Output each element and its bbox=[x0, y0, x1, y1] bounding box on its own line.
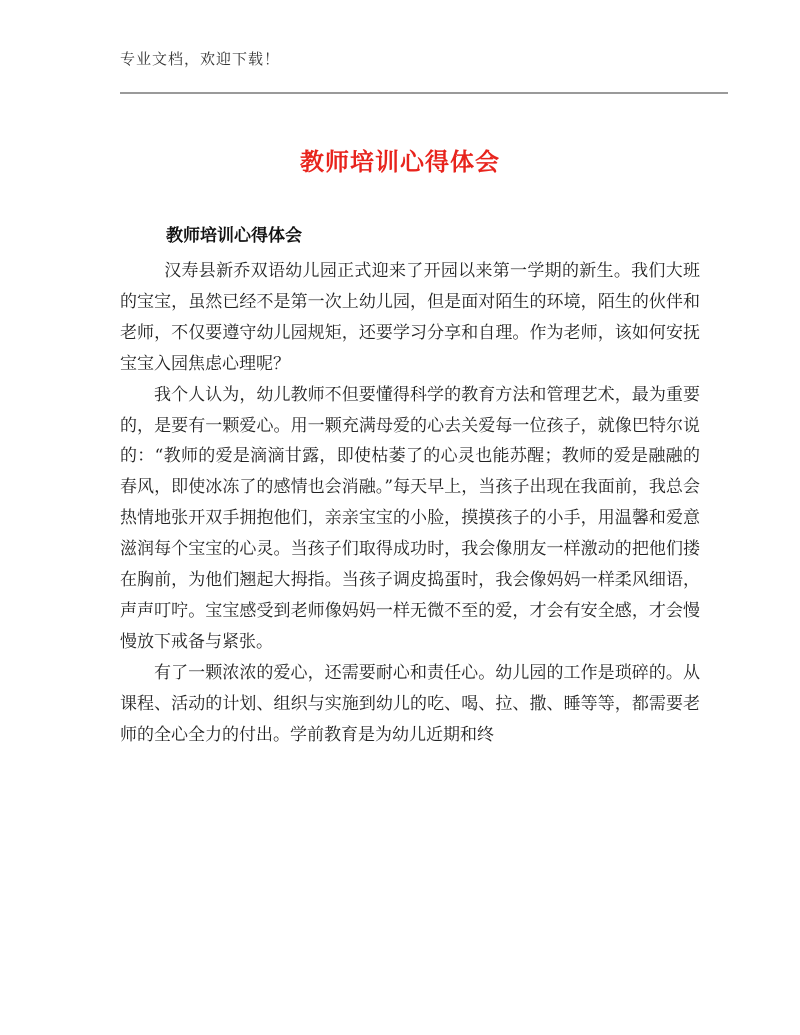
body-paragraph-3: 有了一颗浓浓的爱心，还需要耐心和责任心。幼儿园的工作是琐碎的。从课程、活动的计划、组织与实施到幼儿的吃、喝、拉、撒、睡等等，都需要老师的全心全力的付出。学前教育是为幼儿近期和终 bbox=[120, 662, 700, 745]
body-paragraph-2: 我个人认为，幼儿教师不但要懂得科学的教育方法和管理艺术，最为重要的，是要有一颗爱心。用一颗充满母爱的心去关爱每一位孩子，就像巴特尔说的：“教师的爱是滴滴甘露，即使枯萎了的心灵也能苏醒；教师的爱是融融的春风，即使冰冻了的感情也会消融。”每天早上，当孩子出现在我面前，我总会热情地张开双手拥抱他们，亲亲宝宝的小脸，摸摸孩子的小手，用温馨和爱意滋润每个宝宝的心灵。当孩子们取得成功时，我会像朋友一样激动的把他们搂在胸前，为他们翘起大拇指。当孩子调皮捣蛋时，我会像妈妈一样柔风细语，声声叮咛。宝宝感受到老师像妈妈一样无微不至的爱，才会有安全感，才会慢慢放下戒备与紧张。 bbox=[120, 384, 700, 652]
document-body bbox=[120, 256, 700, 751]
document-title: 教师培训心得体会 bbox=[300, 148, 500, 176]
header-divider bbox=[120, 92, 728, 94]
page-header-text: 专业文档，欢迎下载！ bbox=[120, 50, 281, 68]
body-paragraph-1: 汉寿县新乔双语幼儿园正式迎来了开园以来第一学期的新生。我们大班的宝宝，虽然已经不是第一次上幼儿园，但是面对陌生的环境，陌生的伙伴和老师，不仅要遵守幼儿园规矩，还要学习分享和自理。作为老师，该如何安抚宝宝入园焦虑心理呢？ bbox=[120, 261, 700, 374]
document-subtitle: 教师培训心得体会 bbox=[166, 226, 302, 246]
